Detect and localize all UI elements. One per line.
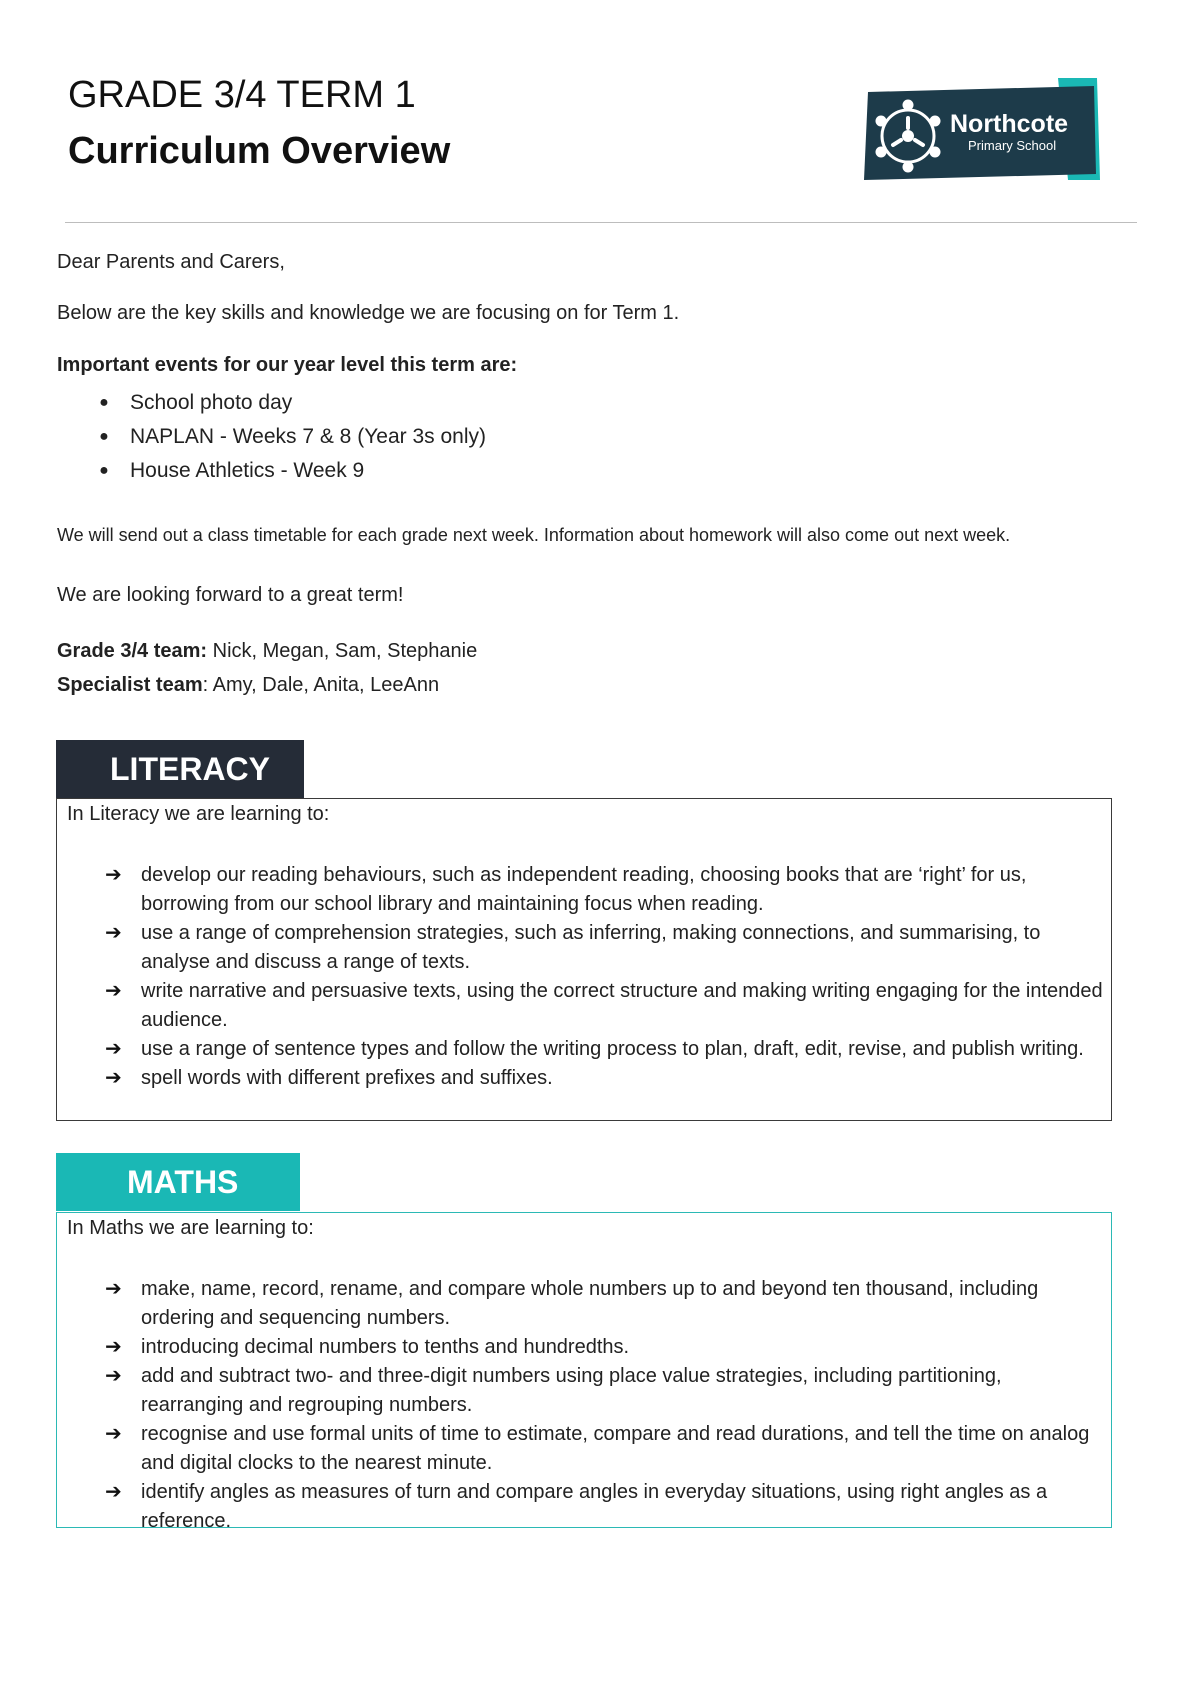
maths-item-text: identify angles as measures of turn and compare angles in everyday situations, using right angles as a reference. <box>141 1481 1048 1532</box>
maths-list <box>105 1275 1105 1536</box>
maths-heading: MATHS <box>56 1153 300 1211</box>
intro-text: Below are the key skills and knowledge we are focusing on for Term 1. <box>57 302 680 324</box>
bullet-icon: ● <box>99 394 109 411</box>
maths-item-text: make, name, record, rename, and compare whole numbers up to and beyond ten thousand, including ordering and sequencing numbers. <box>141 1278 1039 1329</box>
literacy-list <box>105 861 1105 1093</box>
maths-item-text: introducing decimal numbers to tenths and hundredths. <box>141 1336 630 1358</box>
list-item <box>105 1064 1105 1093</box>
specialist-team <box>57 674 439 697</box>
arrow-right-icon: ➔ <box>105 1365 122 1387</box>
maths-intro: In Maths we are learning to: <box>67 1217 314 1239</box>
arrow-right-icon: ➔ <box>105 1038 122 1060</box>
literacy-heading: LITERACY <box>56 740 304 798</box>
literacy-item-text: write narrative and persuasive texts, using the correct structure and making writing engaging for the intended audience. <box>141 980 1103 1031</box>
list-item <box>105 861 1105 919</box>
list-item <box>94 454 486 488</box>
list-item <box>105 919 1105 977</box>
timetable-note: We will send out a class timetable for each grade next week. Information about homework will also come out next week. <box>57 525 1011 545</box>
bullet-icon: ● <box>99 462 109 479</box>
literacy-item-text: use a range of comprehension strategies, such as inferring, making connections, and summarising, to analyse and discuss a range of texts. <box>141 922 1041 973</box>
maths-box <box>56 1212 1112 1532</box>
arrow-right-icon: ➔ <box>105 1067 122 1089</box>
arrow-right-icon: ➔ <box>105 922 122 944</box>
literacy-item-text: spell words with different prefixes and suffixes. <box>141 1067 553 1089</box>
specialist-team-names: : Amy, Dale, Anita, LeeAnn <box>202 674 440 696</box>
arrow-right-icon: ➔ <box>105 1423 122 1445</box>
events-heading: Important events for our year level this term are: <box>57 354 518 376</box>
bullet-icon: ● <box>99 428 109 445</box>
school-logo <box>860 78 1100 180</box>
maths-item-text: add and subtract two- and three-digit numbers using place value strategies, including partitioning, rearranging and regrouping numbers. <box>141 1365 1002 1416</box>
arrow-right-icon: ➔ <box>105 1278 122 1300</box>
list-item <box>94 386 486 420</box>
page-title-line2: Curriculum Overview <box>68 130 451 172</box>
logo-subtitle: Primary School <box>968 138 1057 153</box>
events-list <box>94 386 486 488</box>
list-item <box>105 1420 1105 1478</box>
grade-team-label: Grade 3/4 team: <box>57 640 208 662</box>
closing-line: We are looking forward to a great term! <box>57 584 404 606</box>
literacy-intro: In Literacy we are learning to: <box>67 803 330 825</box>
page-title-line1: GRADE 3/4 TERM 1 <box>68 74 416 116</box>
list-item <box>105 1362 1105 1420</box>
literacy-item-text: develop our reading behaviours, such as independent reading, choosing books that are ‘right’ for us, borrowing from our school library and maintaining focus when reading. <box>141 864 1027 915</box>
list-item <box>105 977 1105 1035</box>
list-item <box>105 1035 1105 1064</box>
event-text: House Athletics - Week 9 <box>130 459 365 482</box>
logo-name: Northcote <box>950 110 1069 138</box>
grade-team-names: Nick, Megan, Sam, Stephanie <box>207 640 478 662</box>
header-divider <box>65 222 1137 223</box>
arrow-right-icon: ➔ <box>105 864 122 886</box>
salutation: Dear Parents and Carers, <box>57 251 285 273</box>
list-item <box>105 1478 1105 1536</box>
arrow-right-icon: ➔ <box>105 980 122 1002</box>
grade-team <box>57 640 477 663</box>
event-text: School photo day <box>130 391 293 414</box>
literacy-item-text: use a range of sentence types and follow the writing process to plan, draft, edit, revise, and publish writing. <box>141 1038 1084 1060</box>
list-item <box>105 1333 1105 1362</box>
list-item <box>105 1275 1105 1333</box>
list-item <box>94 420 486 454</box>
maths-item-text: recognise and use formal units of time to estimate, compare and read durations, and tell the time on analog and digital clocks to the nearest minute. <box>141 1423 1090 1474</box>
arrow-right-icon: ➔ <box>105 1336 122 1358</box>
arrow-right-icon: ➔ <box>105 1481 122 1503</box>
event-text: NAPLAN - Weeks 7 & 8 (Year 3s only) <box>130 425 486 448</box>
literacy-box <box>56 798 1112 1121</box>
specialist-team-label: Specialist team <box>57 674 203 696</box>
